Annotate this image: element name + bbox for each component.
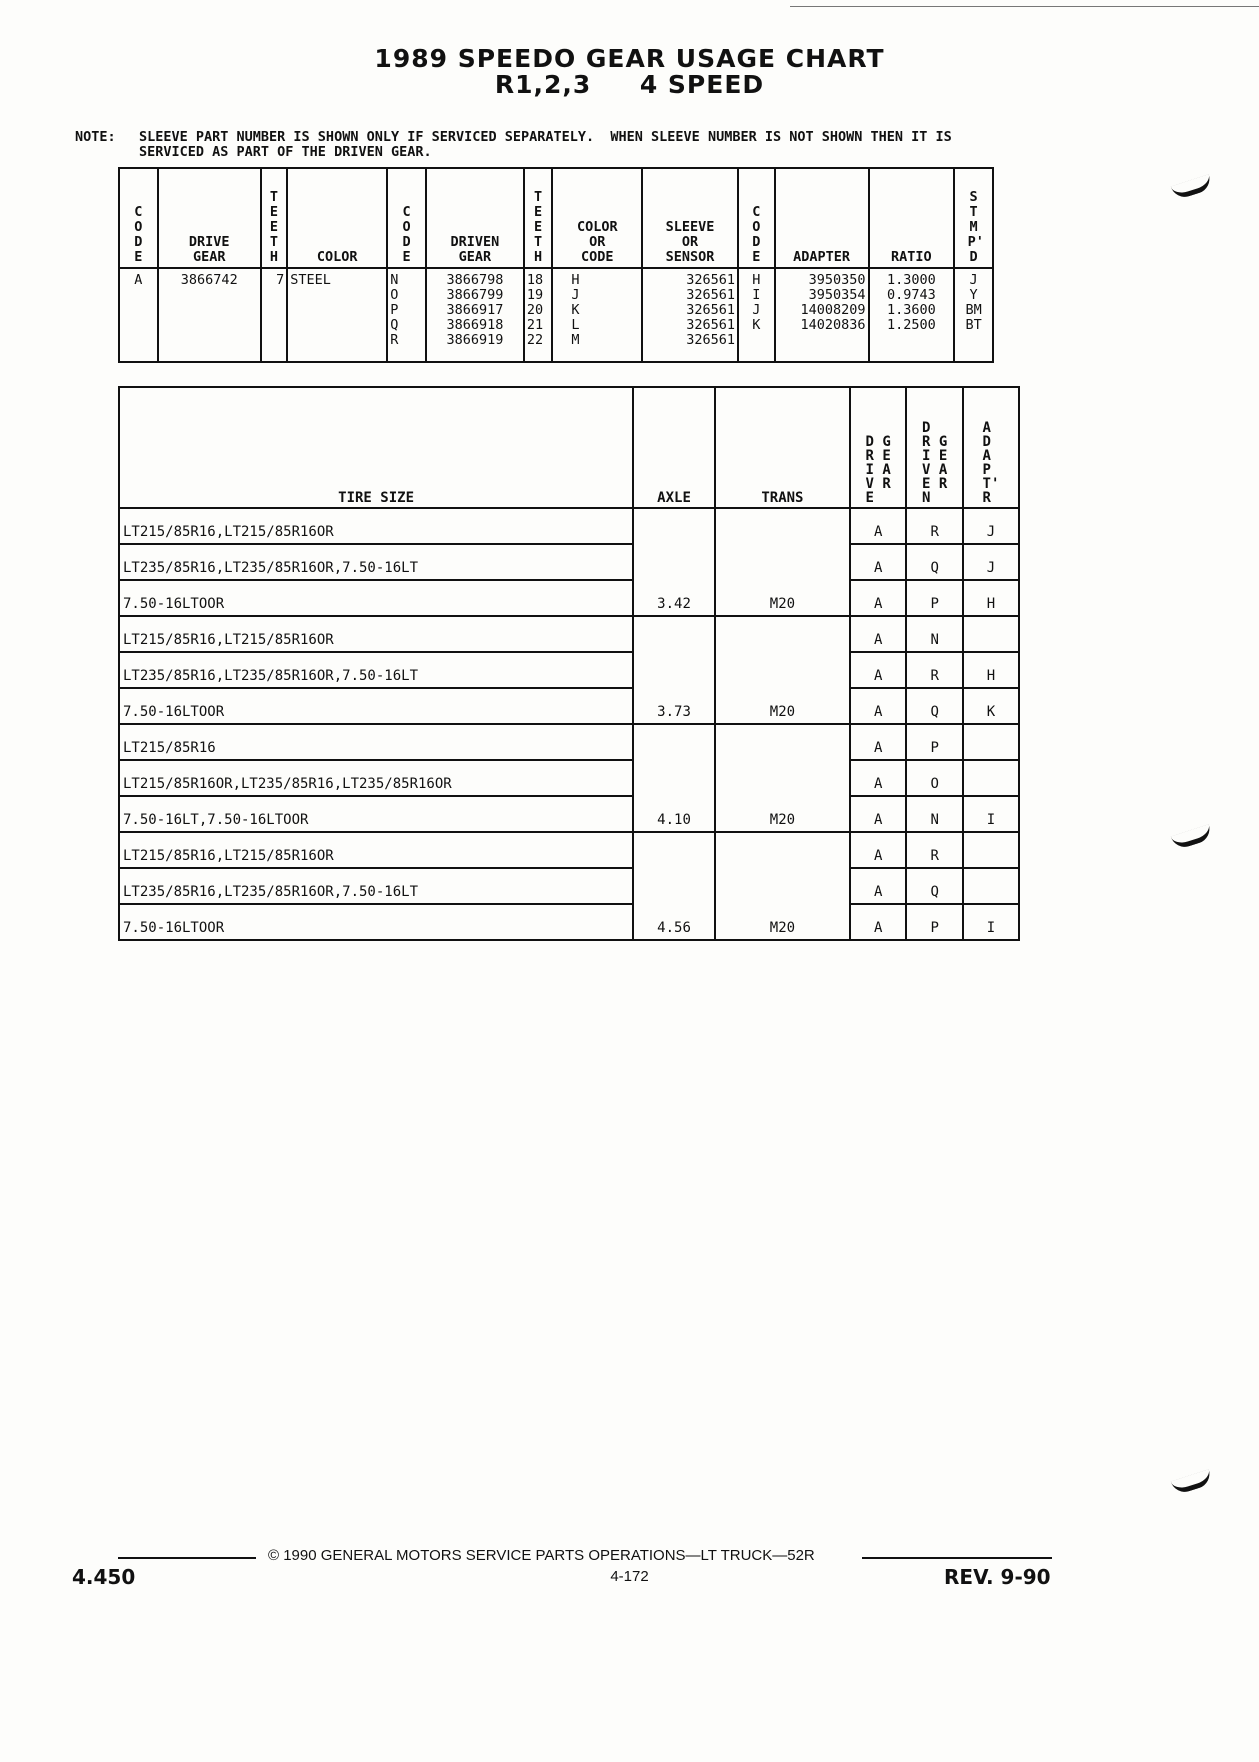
axle: 3.73 [633, 688, 715, 724]
footer-rule-right [862, 1557, 1052, 1559]
table-row [119, 652, 1019, 688]
tire-table [118, 386, 1020, 941]
note-label: NOTE: [75, 129, 116, 145]
hdr-teeth: T E E T H [261, 168, 288, 268]
table-row [119, 760, 1019, 796]
footer-revision: REV. 9-90 [944, 1565, 1051, 1589]
footer-section: 4.450 [72, 1565, 136, 1589]
hdr-code-3: C O D E [738, 168, 775, 268]
drive-gear-code: A [850, 904, 906, 940]
drive-gear-code: A [850, 616, 906, 652]
trans [715, 616, 850, 652]
hdr-sleeve-or-sensor: SLEEVE OR SENSOR [642, 168, 738, 268]
drive-gear-code: A [850, 508, 906, 544]
gear-table-header [119, 168, 993, 268]
tire-size: LT235/85R16,LT235/85R16OR,7.50-16LT [119, 544, 633, 580]
hdr-tire-size: TIRE SIZE [119, 387, 633, 508]
driven-gear-code: O [906, 760, 962, 796]
adapter-code: K [963, 688, 1019, 724]
page-subtitle [0, 70, 1259, 99]
axle: 4.56 [633, 904, 715, 940]
table-row [119, 724, 1019, 760]
cell-driven-codes: N O P Q R [387, 268, 426, 362]
table-row [119, 904, 1019, 940]
cell-ratios: 1.3000 0.9743 1.3600 1.2500 [869, 268, 955, 362]
hdr-adapter: ADAPTER [775, 168, 869, 268]
binder-mark [1171, 1469, 1214, 1496]
driven-gear-code: N [906, 796, 962, 832]
driven-gear-code: N [906, 616, 962, 652]
trans: M20 [715, 904, 850, 940]
tire-size: LT215/85R16,LT215/85R16OR [119, 832, 633, 868]
cell-adapter-codes: H I J K [738, 268, 775, 362]
driven-gear-code: Q [906, 544, 962, 580]
adapter-code [963, 616, 1019, 652]
drive-gear-code: A [850, 796, 906, 832]
cell-stmpd: J Y BM BT [954, 268, 993, 362]
cell-sleeves: 326561 326561 326561 326561 326561 [642, 268, 738, 362]
subtitle-speed: 4 SPEED [639, 70, 765, 99]
trans [715, 868, 850, 904]
table-row [119, 832, 1019, 868]
cell-code: A [119, 268, 158, 362]
trans [715, 508, 850, 544]
adapter-code: I [963, 904, 1019, 940]
adapter-code: J [963, 508, 1019, 544]
tire-size: LT235/85R16,LT235/85R16OR,7.50-16LT [119, 652, 633, 688]
trans [715, 544, 850, 580]
table-row [119, 544, 1019, 580]
drive-gear-code: A [850, 724, 906, 760]
cell-adapters: 3950350 3950354 14008209 14020836 [775, 268, 869, 362]
axle [633, 724, 715, 760]
table-row [119, 868, 1019, 904]
adapter-code [963, 760, 1019, 796]
cell-color-codes: H J K L M [552, 268, 642, 362]
hdr-axle: AXLE [633, 387, 715, 508]
gear-table [118, 167, 994, 363]
trans: M20 [715, 796, 850, 832]
adapter-code [963, 724, 1019, 760]
drive-gear-code: A [850, 760, 906, 796]
table-row [119, 616, 1019, 652]
hdr-trans: TRANS [715, 387, 850, 508]
binder-mark [1171, 174, 1214, 201]
hdr-color: COLOR [287, 168, 387, 268]
axle [633, 832, 715, 868]
hdr-ratio: RATIO [869, 168, 955, 268]
adapter-code: I [963, 796, 1019, 832]
axle [633, 544, 715, 580]
tire-size: LT215/85R16,LT215/85R16OR [119, 616, 633, 652]
trans: M20 [715, 580, 850, 616]
table-row [119, 688, 1019, 724]
driven-gear-code: P [906, 724, 962, 760]
trans [715, 760, 850, 796]
hdr-stmpd: S T M P' D [954, 168, 993, 268]
adapter-code: H [963, 652, 1019, 688]
drive-gear-code: A [850, 652, 906, 688]
top-rule [790, 6, 1259, 7]
driven-gear-code: R [906, 832, 962, 868]
adapter-code: J [963, 544, 1019, 580]
axle [633, 616, 715, 652]
trans [715, 724, 850, 760]
drive-gear-code: A [850, 544, 906, 580]
hdr-code: C O D E [119, 168, 158, 268]
tire-size: 7.50-16LTOOR [119, 580, 633, 616]
trans [715, 652, 850, 688]
hdr-driven-gear: DRIVEN GEAR [426, 168, 524, 268]
tire-size: LT215/85R16,LT215/85R16OR [119, 508, 633, 544]
footer-copyright: © 1990 GENERAL MOTORS SERVICE PARTS OPERATIONS—LT TRUCK—52R [268, 1547, 815, 1564]
drive-gear-code: A [850, 832, 906, 868]
drive-gear-code: A [850, 688, 906, 724]
cell-driven-gears: 3866798 3866799 3866917 3866918 3866919 [426, 268, 524, 362]
adapter-code [963, 868, 1019, 904]
footer-page-number: 4-172 [610, 1568, 649, 1585]
axle: 3.42 [633, 580, 715, 616]
drive-gear-code: A [850, 580, 906, 616]
hdr-color-or-code: COLOR OR CODE [552, 168, 642, 268]
footer-rule-left [118, 1557, 256, 1559]
tire-size: 7.50-16LTOOR [119, 904, 633, 940]
cell-driven-teeth: 18 19 20 21 22 [524, 268, 553, 362]
adapter-code [963, 832, 1019, 868]
adapter-code: H [963, 580, 1019, 616]
page-title: 1989 SPEEDO GEAR USAGE CHART [374, 44, 885, 73]
table-row [119, 580, 1019, 616]
note-text: SLEEVE PART NUMBER IS SHOWN ONLY IF SERVICED SEPARATELY. WHEN SLEEVE NUMBER IS NOT SHOWN THEN IT IS SERVICED AS PART OF THE DRIVEN GEAR. [139, 129, 952, 160]
tire-table-header [119, 387, 1019, 508]
axle [633, 760, 715, 796]
hdr-drive-gear-code: D G R E I A V R E [850, 387, 906, 508]
hdr-teeth-2: T E E T H [524, 168, 553, 268]
trans [715, 832, 850, 868]
driven-gear-code: Q [906, 868, 962, 904]
subtitle-models: R1,2,3 [494, 70, 592, 99]
hdr-driven-gear-code: D R G I E V A E R N [906, 387, 962, 508]
axle [633, 508, 715, 544]
table-row [119, 508, 1019, 544]
hdr-adapter-code: A D A P T' R [963, 387, 1019, 508]
tire-size: LT235/85R16,LT235/85R16OR,7.50-16LT [119, 868, 633, 904]
driven-gear-code: P [906, 580, 962, 616]
axle [633, 868, 715, 904]
driven-gear-code: P [906, 904, 962, 940]
tire-size: 7.50-16LT,7.50-16LTOOR [119, 796, 633, 832]
table-row [119, 796, 1019, 832]
cell-color: STEEL [287, 268, 387, 362]
driven-gear-code: R [906, 508, 962, 544]
tire-size: LT215/85R16 [119, 724, 633, 760]
tire-size: 7.50-16LTOOR [119, 688, 633, 724]
cell-teeth: 7 [261, 268, 288, 362]
hdr-drive-gear: DRIVE GEAR [158, 168, 261, 268]
binder-mark [1171, 824, 1214, 851]
tire-size: LT215/85R16OR,LT235/85R16,LT235/85R16OR [119, 760, 633, 796]
hdr-code-2: C O D E [387, 168, 426, 268]
gear-table-row [119, 268, 993, 362]
axle [633, 652, 715, 688]
drive-gear-code: A [850, 868, 906, 904]
axle: 4.10 [633, 796, 715, 832]
cell-drive-gear: 3866742 [158, 268, 261, 362]
driven-gear-code: Q [906, 688, 962, 724]
trans: M20 [715, 688, 850, 724]
driven-gear-code: R [906, 652, 962, 688]
